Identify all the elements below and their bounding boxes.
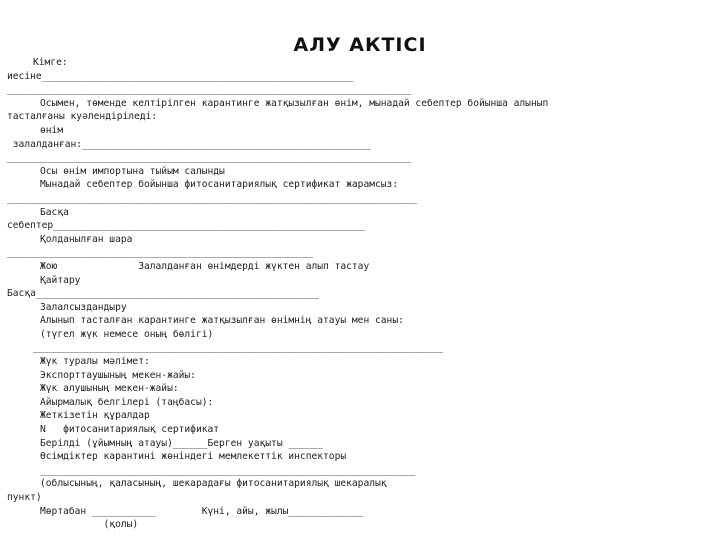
document-line: Жүк туралы мәлімет: [40, 356, 150, 368]
document-line: Жеткізетін құралдар [40, 410, 150, 422]
document-title: АЛУ АКТІСІ [293, 34, 427, 56]
document-line: Жою Залалданған өнімдерді жүктен алып тастау [40, 260, 370, 272]
document-line: залалданған:__________________________________________________ [7, 138, 371, 150]
document-line: Осы өнім импортына тыйым салынды [40, 165, 225, 177]
document-line: Кімге: [33, 57, 68, 68]
document-body [7, 56, 713, 532]
document-line: Қайтару [40, 274, 81, 286]
document-line: Басқа [40, 206, 69, 218]
document-line: тасталғаны куәлендіріледі: [7, 111, 158, 123]
document-line: иесіне______________________________________________________ [7, 70, 354, 82]
document-line: пункт) [7, 492, 42, 503]
document-line: Мөртабан ___________ Күні, айы, жылы_____________ [40, 505, 364, 517]
document-line: _________________________________________________________________ [40, 464, 416, 476]
document-line: Залалсыздандыру [40, 301, 127, 313]
document-line: (облысының, қаласының, шекарадағы фитосанитариялық шекаралық [40, 478, 387, 490]
document-line: Басқа_________________________________________________ [7, 288, 319, 300]
document-line: Экспорттаушының мекен-жайы: [40, 369, 196, 381]
document-line: Осымен, төменде келтірілген карантинге жатқызылған өнім, мынадай себептер бойынша алынып [40, 97, 549, 109]
document-line: Айырмалық белгілері (таңбасы): [40, 396, 214, 408]
document-line: Жүк алушының мекен-жайы: [40, 383, 179, 395]
document-line: _____________________________________________________ [7, 247, 314, 259]
document-line: _______________________________________________________________________ [7, 192, 418, 204]
document-line: (түгел жүк немесе оның бөлігі) [40, 328, 214, 340]
document-line: N фитосанитариялық сертификат [40, 424, 220, 436]
document-line: Берілді (ұйымның атауы)______Берген уақыты ______ [40, 437, 324, 449]
document-line: өнім [40, 124, 64, 136]
document-line: (қолы) [40, 519, 139, 531]
document-line: ______________________________________________________________________ [7, 152, 412, 164]
document-line: Мынадай себептер бойынша фитосанитариялық сертификат жарамсыз: [40, 179, 399, 191]
document-line: Өсімдіктер карантині жөніндегі мемлекеттік инспекторы [40, 451, 347, 463]
document-line: _______________________________________________________________________ [33, 342, 444, 354]
document-line: себептер______________________________________________________ [7, 220, 366, 232]
document-line: Алынып тасталған карантинге жатқызылған өнімнің атауы мен саны: [40, 315, 404, 327]
document-line: Қолданылған шара [40, 233, 133, 245]
document-line: ______________________________________________________________________ [7, 84, 412, 96]
